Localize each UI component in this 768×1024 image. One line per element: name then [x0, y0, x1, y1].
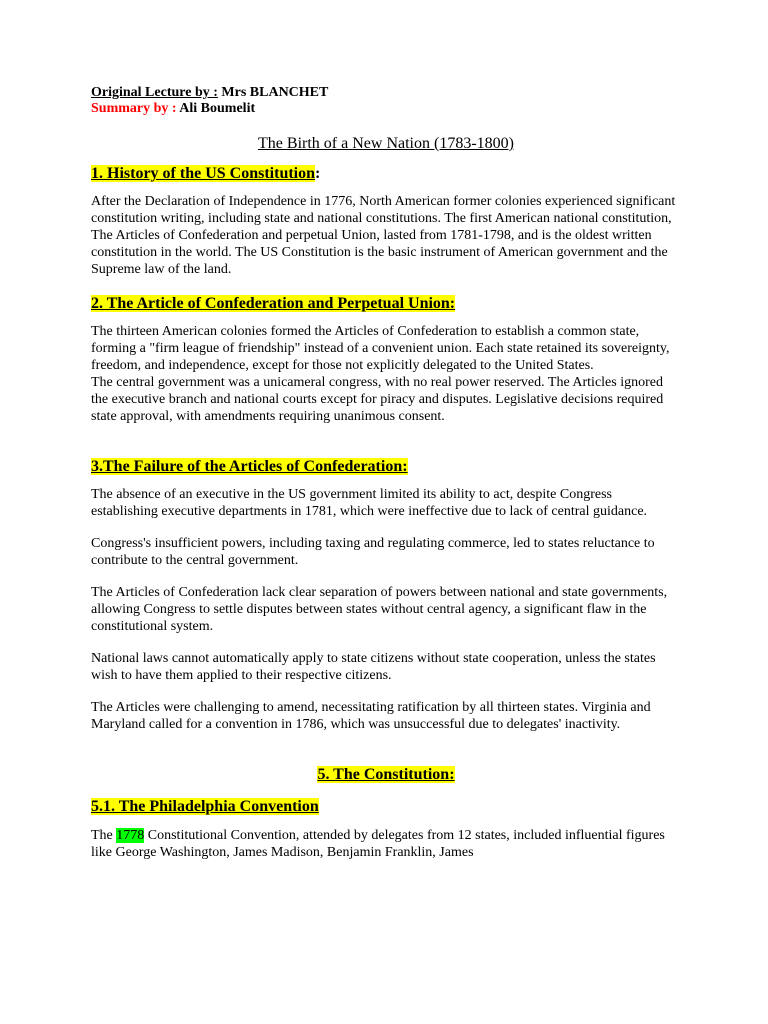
s51-text-before: The — [91, 828, 117, 843]
summary-author: Ali Boumelit — [176, 101, 256, 116]
section-5-heading — [91, 765, 681, 785]
section-5-1-paragraph — [91, 827, 681, 861]
section-3-heading-text: 3.The Failure of the Articles of Confederation: — [91, 458, 408, 475]
section-1-heading-suffix: : — [315, 165, 321, 182]
s51-text-after: Constitutional Convention, attended by delegates from 12 states, included influential figures like George Washington, James Madison, Benjamin Franklin, James — [91, 828, 665, 860]
section-1-heading — [91, 164, 681, 184]
section-3-paragraph-3: The Articles of Confederation lack clear separation of powers between national and state governments, allowing Congress to settle disputes between states without central agency, a significant flaw in the constitutional system. — [91, 585, 668, 634]
section-5-1-heading — [91, 797, 681, 817]
section-3-paragraph-5: The Articles were challenging to amend, necessitating ratification by all thirteen states. Virginia and Maryland called for a convention in 1786, which was unsuccessful due to delegates' inactivity. — [91, 700, 651, 732]
title-text: The Birth of a New Nation (1783-1800) — [258, 135, 514, 152]
lecture-label: Original Lecture by : — [91, 85, 218, 100]
section-5-heading-text: 5. The Constitution: — [317, 766, 455, 783]
document-body — [91, 85, 681, 861]
section-2-heading — [91, 294, 681, 314]
section-2-paragraph-2: The central government was a unicameral congress, with no real power reserved. The Articles ignored the executive branch and national courts except for piracy and disputes. Legislative decisions required state approval, with amendments requiring unanimous consent. — [91, 375, 664, 424]
section-1-paragraph: After the Declaration of Independence in 1776, North American former colonies experienced significant constitution writing, including state and national constitutions. The first American national constitution, The Articles of Confederation and perpetual Union, lasted from 1781-1798, and is the oldest written constitution in the world. The US Constitution is the basic instrument of American government and the Supreme law of the land. — [91, 194, 676, 277]
section-2-heading-text: 2. The Article of Confederation and Perpetual Union: — [91, 295, 456, 312]
summary-credit — [91, 101, 681, 117]
document-title — [91, 134, 681, 154]
section-5-1-heading-text: 5.1. The Philadelphia Convention — [91, 798, 319, 815]
year-highlight: 1778 — [116, 828, 145, 843]
section-1-heading-text: 1. History of the US Constitution — [91, 165, 316, 182]
summary-label: Summary by : — [91, 101, 177, 116]
section-3-paragraph-1: The absence of an executive in the US government limited its ability to act, despite Congress establishing executive departments in 1781, which were ineffective due to lack of central guidance. — [91, 487, 648, 519]
lecture-author: Mrs BLANCHET — [217, 85, 329, 100]
lecture-credit — [91, 85, 681, 101]
section-3-paragraph-2: Congress's insufficient powers, including taxing and regulating commerce, led to states reluctance to contribute to the central government. — [91, 536, 655, 568]
section-2-paragraph-1: The thirteen American colonies formed the Articles of Confederation to establish a common state, forming a "firm league of friendship" instead of a convenient union. Each state retained its sovereignty, freedom, and independence, except for those not explicitly delegated to the United States. — [91, 324, 670, 373]
section-3-paragraph-4: National laws cannot automatically apply to state citizens without state cooperation, unless the states wish to have them applied to their respective citizens. — [91, 651, 656, 683]
section-3-heading — [91, 457, 681, 477]
